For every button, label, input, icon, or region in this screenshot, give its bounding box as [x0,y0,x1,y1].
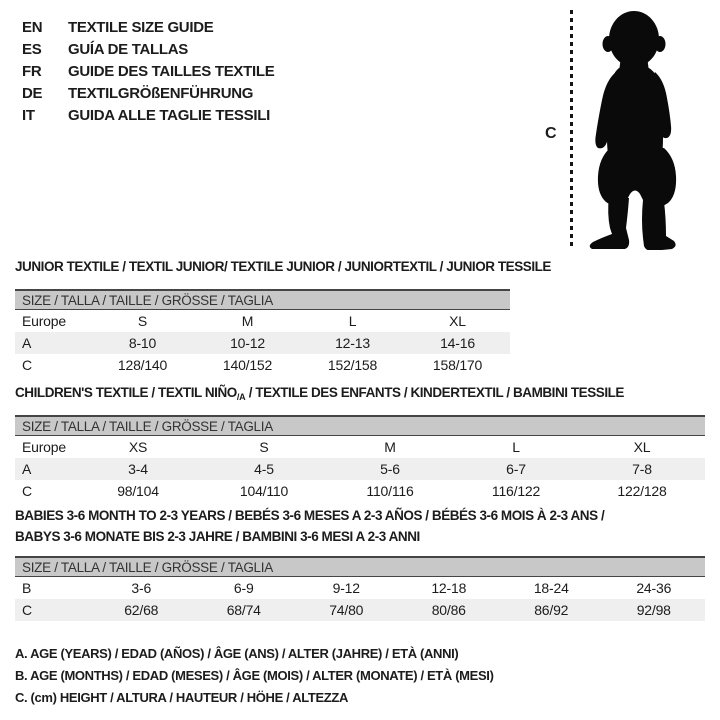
language-row-fr [22,60,274,82]
row-label: A [22,461,32,477]
children-section-title [15,385,624,402]
row-label: C [22,483,32,499]
height-cell: 140/152 [222,357,273,373]
age-cell: 6-7 [506,461,526,477]
language-code: EN [22,18,43,36]
height-cell: 158/170 [432,357,483,373]
height-cell: 128/140 [117,357,168,373]
height-cell: 116/122 [491,483,541,499]
age-cell: 7-8 [632,461,652,477]
size-cell: XS [128,439,148,455]
row-label: C [22,357,32,373]
legend-notes [15,643,494,709]
children-size-table [15,415,705,502]
height-cell: 62/68 [124,602,159,618]
language-row-it [22,104,274,126]
table-row-age [15,332,510,354]
language-code: IT [22,106,35,124]
babies-size-table [15,556,705,621]
row-label: Europe [22,439,66,455]
height-cell: 110/116 [366,483,414,499]
size-band-header: SIZE / TALLA / TAILLE / GRÖSSE / TAGLIA [15,415,705,436]
height-cell: 68/74 [226,602,261,618]
height-cell: 152/158 [327,357,378,373]
size-band-header: SIZE / TALLA / TAILLE / GRÖSSE / TAGLIA [15,556,705,577]
height-cell: 86/92 [534,602,569,618]
months-cell: 24-36 [636,580,672,596]
height-cell: 92/98 [636,602,671,618]
age-cell: 10-12 [230,335,265,351]
size-cell: S [137,313,148,329]
note-b-age-months: B. AGE (MONTHS) / EDAD (MESES) / ÂGE (MOIS) / ALTER (MONATE) / ETÀ (MESI) [15,668,494,683]
height-measure-dotted-line [570,10,573,250]
size-cell: L [348,313,357,329]
size-cell: XL [449,313,466,329]
size-cell: M [241,313,254,329]
language-code: DE [22,84,43,102]
age-cell: 14-16 [440,335,475,351]
table-row-age [15,458,705,480]
age-cell: 4-5 [254,461,274,477]
language-label: GUÍA DE TALLAS [68,40,188,58]
table-row-europe [15,310,510,332]
months-cell: 3-6 [131,580,152,596]
height-cell: 122/128 [617,483,667,499]
row-label: Europe [22,313,66,329]
note-a-age-years: A. AGE (YEARS) / EDAD (AÑOS) / ÂGE (ANS) / ALTER (JAHRE) / ETÀ (ANNI) [15,646,459,661]
months-cell: 18-24 [533,580,569,596]
children-title-prefix: CHILDREN'S TEXTILE / TEXTIL NIÑO [15,385,237,400]
language-list [22,16,274,126]
height-cell: 74/80 [329,602,364,618]
height-cell: 104/110 [239,483,289,499]
age-cell: 12-13 [335,335,370,351]
height-measure-label: C [545,125,557,142]
language-label: GUIDE DES TAILLES TEXTILE [68,62,275,80]
note-c-height-cm: C. (cm) HEIGHT / ALTURA / HAUTEUR / HÖHE / ALTEZZA [15,690,349,705]
table-row-height [15,599,705,621]
months-cell: 9-12 [332,580,360,596]
table-row-europe [15,436,705,458]
size-cell: M [384,439,396,455]
row-label: B [22,580,32,596]
language-row-es [22,38,274,60]
babies-section-title-line2: BABYS 3-6 MONATE BIS 2-3 JAHRE / BAMBINI 3-6 MESI A 2-3 ANNI [15,529,420,544]
language-code: ES [22,40,42,58]
junior-size-table [15,289,510,376]
language-row-de [22,82,274,104]
junior-section-title: JUNIOR TEXTILE / TEXTIL JUNIOR/ TEXTILE JUNIOR / JUNIORTEXTIL / JUNIOR TESSILE [15,259,551,274]
language-code: FR [22,62,42,80]
language-label: GUIDA ALLE TAGLIE TESSILI [68,106,270,124]
size-cell: XL [633,439,651,455]
age-cell: 8-10 [128,335,157,351]
language-label: TEXTILE SIZE GUIDE [68,18,214,36]
children-title-subscript: /A [236,392,246,402]
language-label: TEXTILGRÖßENFÜHRUNG [68,84,254,102]
toddler-silhouette-icon [583,8,695,250]
size-cell: S [259,439,269,455]
size-cell: L [512,439,520,455]
height-cell: 98/104 [117,483,159,499]
height-cell: 80/86 [431,602,466,618]
age-cell: 3-4 [128,461,148,477]
row-label: C [22,602,32,618]
language-row-en [22,16,274,38]
row-label: A [22,335,32,351]
children-title-suffix: / TEXTILE DES ENFANTS / KINDERTEXTIL / BAMBINI TESSILE [245,385,624,400]
months-cell: 6-9 [233,580,254,596]
babies-section-title-line1: BABIES 3-6 MONTH TO 2-3 YEARS / BEBÉS 3-6 MESES A 2-3 AÑOS / BÉBÉS 3-6 MOIS À 2-3 ANS / [15,508,605,523]
size-band-header: SIZE / TALLA / TAILLE / GRÖSSE / TAGLIA [15,289,510,310]
months-cell: 12-18 [431,580,467,596]
table-row-months [15,577,705,599]
age-cell: 5-6 [380,461,400,477]
table-row-height [15,480,705,502]
table-row-height [15,354,510,376]
